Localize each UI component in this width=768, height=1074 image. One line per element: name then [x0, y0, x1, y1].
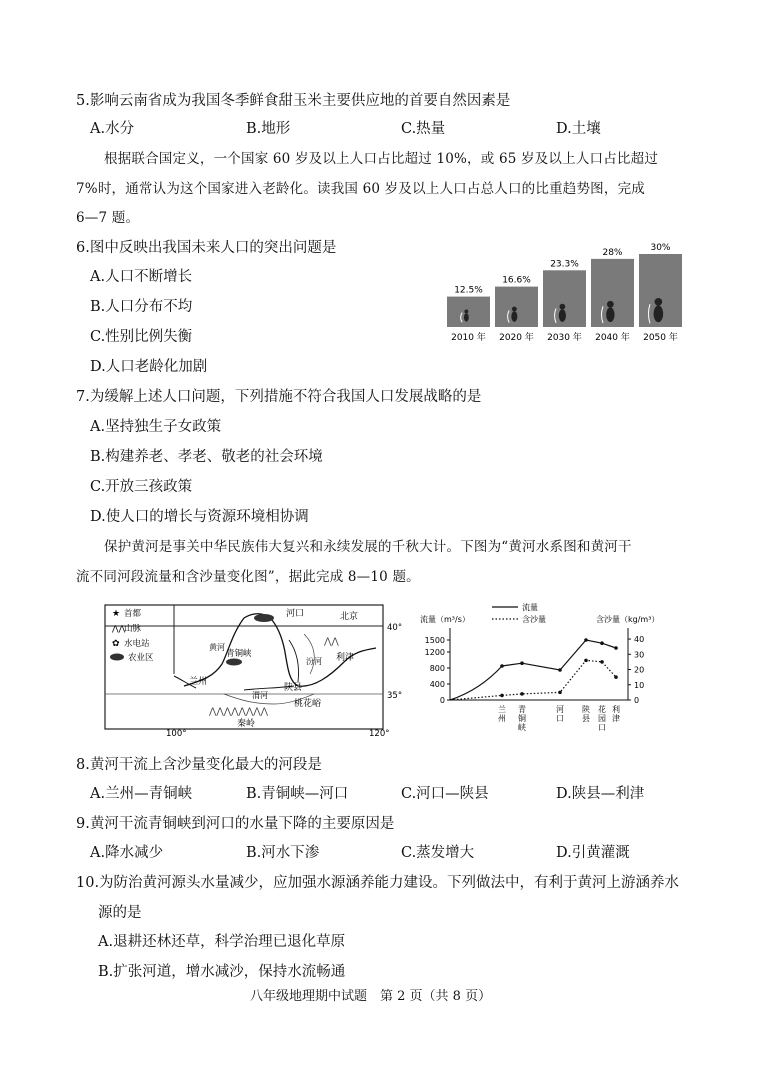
right-tick-label-1: 30 — [634, 650, 645, 660]
sediment-point-5 — [614, 675, 618, 679]
lat-40: 40° — [387, 623, 403, 633]
right-axis-title: 含沙量（kg/m³） — [596, 615, 660, 624]
elder-body-2 — [559, 309, 566, 322]
aging-population-bar-chart — [440, 238, 690, 358]
q8-option-b: B.青铜峡—河口 — [246, 786, 349, 802]
bar-category-label-0: 2010 年 — [451, 333, 486, 343]
question-5-stem: 5.影响云南省成为我国冬季鲜食甜玉米主要供应地的首要自然因素是 — [76, 93, 511, 109]
question-8-stem: 8.黄河干流上含沙量变化最大的河段是 — [76, 757, 322, 773]
right-tick-label-0: 40 — [634, 635, 645, 645]
q9-option-b: B.河水下渗 — [246, 845, 320, 861]
lat-35: 35° — [387, 691, 403, 701]
sediment-series-line — [450, 660, 616, 700]
label-taohuayu: 桃花峪 — [294, 699, 322, 709]
question-9-stem: 9.黄河干流青铜峡到河口的水量下降的主要原因是 — [76, 816, 395, 832]
passage-2-line-1: 保护黄河是事关中华民族伟大复兴和永续发展的千秋大计。下图为“黄河水系图和黄河干 — [104, 539, 632, 555]
bar-0 — [447, 297, 490, 327]
label-qinling: 秦岭 — [237, 719, 256, 729]
question-10-stem-line-1: 10.为防治黄河源头水量减少，应加强水源涵养能力建设。下列做法中，有利于黄河上游涵养水 — [76, 875, 680, 891]
label-shanxian: 陕县 — [284, 683, 303, 693]
q7-option-d: D.使人口的增长与资源环境相协调 — [90, 509, 309, 525]
q10-option-a: A.退耕还林还草，科学治理已退化草原 — [98, 934, 346, 950]
left-tick-label-0: 1500 — [424, 636, 445, 645]
legend-capital: 首都 — [124, 609, 142, 619]
q6-option-c: C.性别比例失衡 — [90, 329, 193, 345]
sediment-point-4 — [600, 660, 604, 664]
mountain-icon: ⋀⋀ — [112, 624, 126, 633]
question-7-stem: 7.为缓解上述人口问题，下列措施不符合我国人口发展战略的是 — [76, 389, 482, 405]
sediment-point-0 — [500, 694, 504, 698]
legend-farmland: 农业区 — [128, 653, 154, 663]
flow-point-5 — [614, 646, 618, 650]
label-huanghe: 黄河 — [209, 643, 225, 652]
q5-option-b: B.地形 — [246, 121, 291, 137]
q8-option-c: C.河口—陕县 — [401, 786, 489, 802]
right-tick-label-3: 10 — [634, 680, 645, 690]
bar-value-label-0: 12.5% — [454, 285, 483, 296]
bar-category-label-2: 2030 年 — [547, 333, 582, 343]
label-lijin: 利津 — [336, 653, 355, 663]
sediment-point-2 — [558, 691, 562, 695]
legend-mountain: 山脉 — [124, 624, 142, 634]
elder-body-0 — [464, 313, 469, 321]
q9-option-d: D.引黄灌溉 — [556, 845, 630, 861]
q9-option-a: A.降水减少 — [90, 845, 164, 861]
elder-head-4 — [655, 298, 663, 306]
category-label-3: 陕县 — [582, 705, 590, 723]
bar-value-label-3: 28% — [602, 247, 623, 258]
sediment-point-3 — [584, 659, 588, 663]
star-icon: ★ — [112, 609, 121, 619]
farmland-icon — [110, 654, 124, 661]
q10-option-b: B.扩张河道，增水减沙，保持水流畅通 — [98, 964, 346, 980]
left-tick-label-4: 0 — [439, 696, 445, 705]
q6-option-b: B.人口分布不均 — [90, 299, 193, 315]
left-tick-label-2: 800 — [429, 664, 445, 673]
category-label-0: 兰州 — [498, 705, 506, 723]
elder-body-4 — [654, 305, 664, 322]
label-hekou: 河口 — [286, 609, 305, 619]
elder-head-1 — [512, 307, 517, 312]
q7-option-a: A.坚持独生子女政策 — [90, 419, 222, 435]
q6-option-d: D.人口老龄化加剧 — [90, 359, 208, 375]
flow-point-3 — [584, 638, 588, 642]
q6-option-a: A.人口不断增长 — [90, 269, 193, 285]
bar-value-label-4: 30% — [650, 243, 671, 253]
bar-value-label-1: 16.6% — [502, 275, 531, 286]
lon-100: 100° — [166, 729, 187, 736]
category-label-1: 青铜峡 — [518, 705, 526, 732]
flow-point-0 — [500, 664, 504, 668]
label-weihe: 渭河 — [252, 691, 268, 700]
passage-1-line-1: 根据联合国定义，一个国家 60 岁及以上人口占比超过 10%，或 65 岁及以上人口占比超过 — [104, 151, 659, 167]
hydropower-icon: ✿ — [112, 639, 120, 649]
bar-1 — [495, 287, 538, 327]
right-tick-label-2: 20 — [634, 665, 645, 675]
elder-body-1 — [511, 311, 517, 322]
sediment-point-1 — [520, 692, 524, 696]
question-10-stem-line-2: 源的是 — [98, 905, 142, 921]
flow-point-2 — [558, 668, 562, 672]
legend-flow-label: 流量 — [522, 603, 538, 612]
label-lanzhou: 兰州 — [189, 677, 208, 687]
category-label-2: 河口 — [556, 705, 564, 723]
left-tick-label-3: 400 — [429, 680, 445, 689]
page-footer: 八年级地理期中试题 第 2 页（共 8 页） — [250, 989, 492, 1004]
flow-point-1 — [520, 661, 524, 665]
category-label-4: 花园口 — [598, 705, 606, 732]
mountain-icon-taihang: ⋀⋀ — [324, 637, 339, 647]
elder-body-3 — [606, 307, 614, 322]
passage-1-line-3: 6—7 题。 — [76, 210, 140, 226]
q7-option-c: C.开放三孩政策 — [90, 479, 193, 495]
elder-head-0 — [464, 309, 468, 313]
yellow-river-map — [104, 604, 406, 736]
q7-option-b: B.构建养老、孝老、敬老的社会环境 — [90, 449, 323, 465]
elder-head-2 — [559, 304, 565, 310]
passage-1-line-2: 7%时，通常认为这个国家进入老龄化。读我国 60 岁及以上人口占总人口的比重趋势图，完成 — [76, 181, 645, 197]
mountain-range-icon: ⋀⋀⋀⋀⋀⋀⋀⋀ — [209, 707, 269, 717]
bar-category-label-4: 2050 年 — [643, 333, 678, 343]
q8-option-a: A.兰州—青铜峡 — [90, 786, 193, 802]
elder-head-3 — [607, 301, 614, 308]
legend-hydropower: 水电站 — [124, 639, 150, 649]
q9-option-c: C.蒸发增大 — [401, 845, 475, 861]
label-qingtongxia: 青铜峡 — [226, 649, 252, 659]
legend-sediment-label: 含沙量 — [522, 615, 546, 624]
bar-category-label-1: 2020 年 — [499, 333, 534, 343]
q5-option-a: A.水分 — [90, 121, 135, 137]
lon-120: 120° — [369, 729, 390, 736]
right-tick-label-4: 0 — [634, 696, 640, 705]
label-beijing: 北京 — [340, 612, 359, 622]
left-axis-title: 流量（m³/s） — [420, 615, 470, 624]
passage-2-line-2: 流不同河段流量和含沙量变化图”，据此完成 8—10 题。 — [76, 569, 420, 585]
q8-option-d: D.陕县—利津 — [556, 786, 645, 802]
bar-value-label-2: 23.3% — [550, 259, 579, 270]
q5-option-d: D.土壤 — [556, 121, 601, 137]
bar-category-label-3: 2040 年 — [595, 333, 630, 343]
category-label-5: 利津 — [612, 705, 620, 723]
question-6-stem: 6.图中反映出我国未来人口的突出问题是 — [76, 240, 337, 256]
flow-point-4 — [600, 641, 604, 645]
left-tick-label-1: 1200 — [424, 648, 445, 657]
flow-sediment-line-chart — [418, 600, 678, 740]
q5-option-c: C.热量 — [401, 121, 446, 137]
flow-series-line — [450, 640, 616, 700]
label-fenhe: 汾河 — [306, 657, 322, 666]
